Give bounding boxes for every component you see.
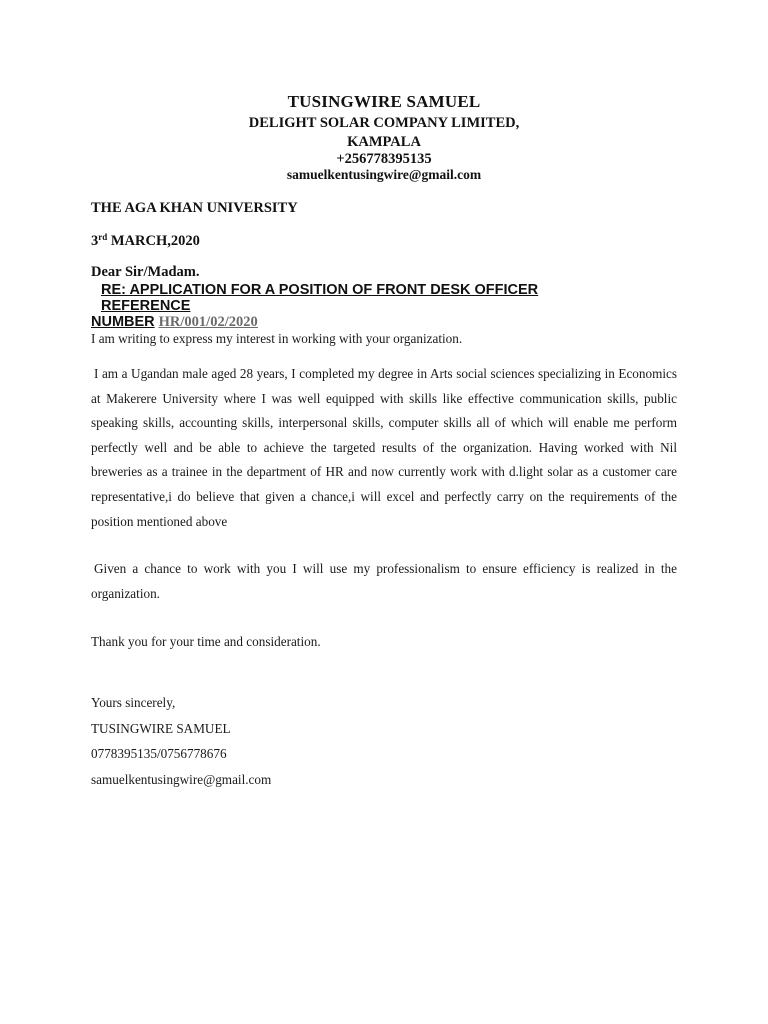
thanks-line: Thank you for your time and consideration. [91,634,321,649]
recipient: THE AGA KHAN UNIVERSITY [91,200,298,216]
body-paragraph-1: I am a Ugandan male aged 28 years, I completed my degree in Arts social sciences specializing in Economics at Makerere University where I was well equipped with skills like effective communication skills, public speaking skills, accounting skills, interpersonal skills, computer skills all of which will enable me perform perfectly well and be able to achieve the targeted results of the organization. Having worked with Nil breweries as a trainee in the department of HR and now currently work with d.light solar as a customer care representative,i do believe that given a chance,i will excel and perfectly carry on the requirements of the position mentioned above [91,366,677,529]
sender-email: samuelkentusingwire@gmail.com [286,167,482,182]
sender-phone: +256778395135 [336,151,432,167]
sender-company: DELIGHT SOLAR COMPANY LIMITED, [248,115,520,131]
date-suffix: rd [98,232,108,242]
signoff: Yours sincerely, [91,695,176,710]
intro-paragraph: I am writing to express my interest in working with your organization. [91,331,463,346]
closing-email: samuelkentusingwire@gmail.com [91,771,272,787]
subject-line [91,282,631,330]
closing-name: TUSINGWIRE SAMUEL [91,720,231,736]
subject-number-label: NUMBER [91,314,155,330]
sender-city: KAMPALA [347,134,421,150]
letter-date [91,233,200,250]
salutation: Dear Sir/Madam. [91,264,200,280]
subject-line-2 [91,314,631,330]
closing-phones: 0778395135/0756778676 [91,746,227,761]
reference-number: HR/001/02/2020 [158,314,258,330]
subject-line-1: RE: APPLICATION FOR A POSITION OF FRONT DESK OFFICER REFERENCE [101,282,539,314]
date-day: 3 [91,233,99,249]
body-paragraph-2: Given a chance to work with you I will use my professionalism to ensure efficiency is realized in the organization. [91,561,677,601]
date-rest: MARCH,2020 [107,233,200,249]
sender-name: TUSINGWIRE SAMUEL [287,92,481,111]
closing-block [91,690,271,792]
